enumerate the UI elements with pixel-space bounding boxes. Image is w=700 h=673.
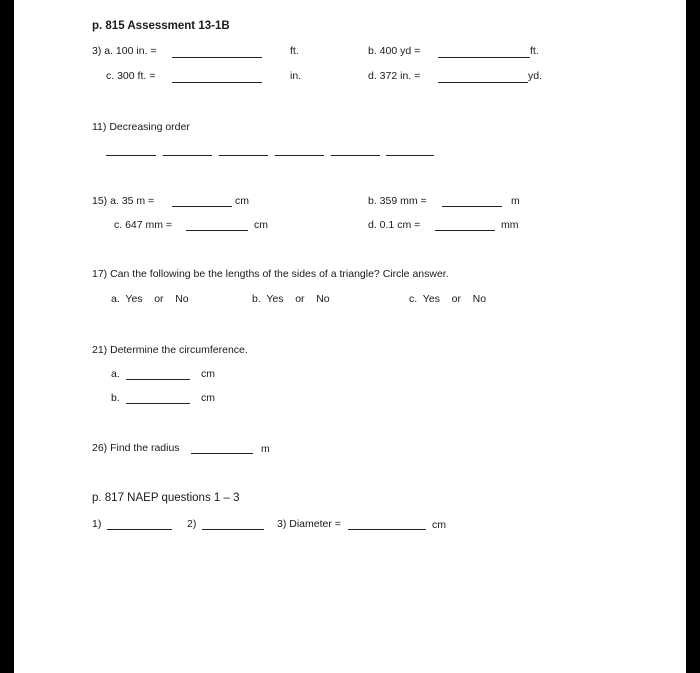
- q21b-unit: cm: [201, 392, 215, 404]
- q21a-answer-blank[interactable]: [126, 379, 190, 380]
- q15d-answer-blank[interactable]: [435, 230, 495, 231]
- order-blank-3[interactable]: [219, 155, 268, 156]
- q3d-answer-blank[interactable]: [438, 82, 528, 83]
- q15a-answer-blank[interactable]: [172, 206, 232, 207]
- naep-q2-label: 2): [187, 518, 197, 530]
- q3c-label: c. 300 ft. =: [106, 70, 156, 82]
- order-blank-2[interactable]: [163, 155, 212, 156]
- q21a-label: a.: [111, 368, 120, 380]
- q21a-unit: cm: [201, 368, 215, 380]
- order-blank-6[interactable]: [386, 155, 434, 156]
- q15a-label: 15) a. 35 m =: [92, 195, 155, 207]
- order-blank-1[interactable]: [106, 155, 156, 156]
- page-title: p. 815 Assessment 13-1B: [92, 20, 230, 32]
- q26-unit: m: [261, 443, 270, 455]
- naep-q3-label: 3) Diameter =: [277, 518, 341, 530]
- q15c-answer-blank[interactable]: [186, 230, 248, 231]
- q3d-label: d. 372 in. =: [368, 70, 421, 82]
- q3d-unit: yd.: [528, 70, 543, 82]
- q17a-choice[interactable]: a. Yes or No: [111, 293, 189, 305]
- order-blank-5[interactable]: [331, 155, 380, 156]
- q21-question: 21) Determine the circumference.: [92, 344, 248, 356]
- naep-q1-answer-blank[interactable]: [107, 529, 172, 530]
- q15d-unit: mm: [501, 219, 519, 231]
- naep-q2-answer-blank[interactable]: [202, 529, 264, 530]
- q17b-choice[interactable]: b. Yes or No: [252, 293, 330, 305]
- naep-title: p. 817 NAEP questions 1 – 3: [92, 492, 240, 504]
- q3c-unit: in.: [290, 70, 302, 82]
- q3a-label: 3) a. 100 in. =: [92, 45, 157, 57]
- order-blank-4[interactable]: [275, 155, 324, 156]
- q15c-label: c. 647 mm =: [114, 219, 173, 231]
- q15a-unit: cm: [235, 195, 249, 207]
- q3a-answer-blank[interactable]: [172, 57, 262, 58]
- q3b-answer-blank[interactable]: [438, 57, 530, 58]
- q3c-answer-blank[interactable]: [172, 82, 262, 83]
- q26-answer-blank[interactable]: [191, 453, 253, 454]
- q11-label: 11) Decreasing order: [92, 121, 190, 133]
- q3b-label: b. 400 yd =: [368, 45, 421, 57]
- q15c-unit: cm: [254, 219, 268, 231]
- naep-q3-unit: cm: [432, 519, 446, 531]
- q26-question: 26) Find the radius: [92, 442, 180, 454]
- q3b-unit: ft.: [530, 45, 539, 57]
- q15d-label: d. 0.1 cm =: [368, 219, 421, 231]
- q15b-unit: m: [511, 195, 520, 207]
- q17-question: 17) Can the following be the lengths of the sides of a triangle? Circle answer.: [92, 268, 449, 280]
- q21b-label: b.: [111, 392, 120, 404]
- naep-q1-label: 1): [92, 518, 102, 530]
- q3a-unit: ft.: [290, 45, 299, 57]
- q15b-label: b. 359 mm =: [368, 195, 427, 207]
- naep-q3-answer-blank[interactable]: [348, 529, 426, 530]
- worksheet-page: [14, 0, 686, 673]
- q21b-answer-blank[interactable]: [126, 403, 190, 404]
- q17c-choice[interactable]: c. Yes or No: [409, 293, 487, 305]
- q15b-answer-blank[interactable]: [442, 206, 502, 207]
